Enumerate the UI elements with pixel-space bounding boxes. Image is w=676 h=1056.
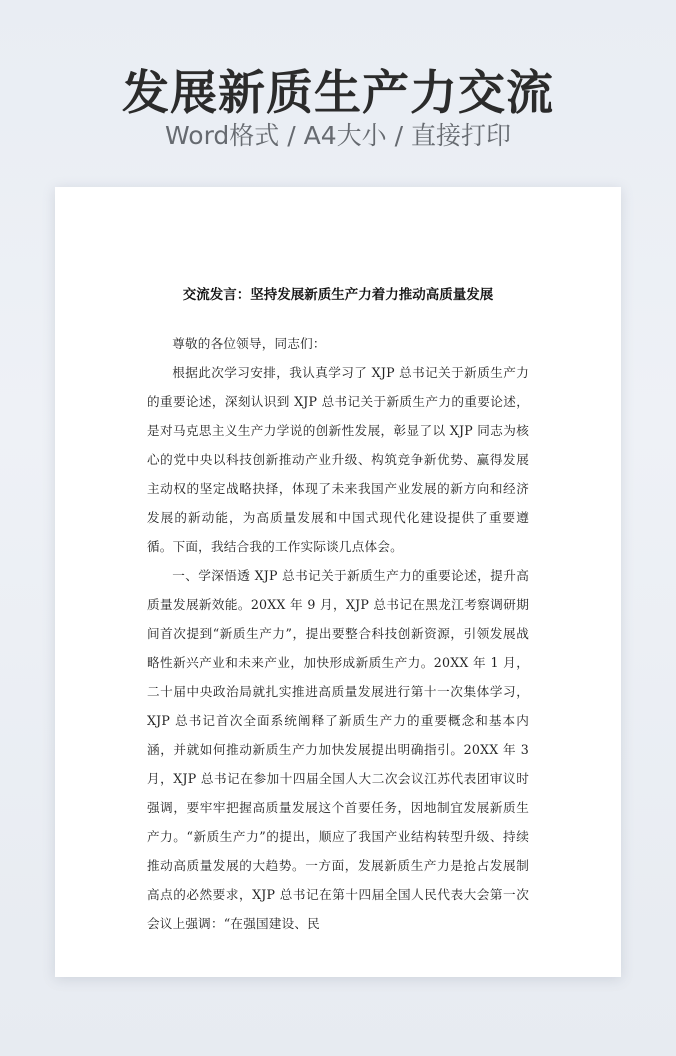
- banner-subtitle: Word格式 / A4大小 / 直接打印: [165, 121, 511, 150]
- salutation: 尊敬的各位领导，同志们：: [172, 336, 326, 351]
- document-page: [55, 187, 621, 977]
- document-body: [147, 329, 529, 938]
- paragraph-section-one: 一、学深悟透 XJP 总书记关于新质生产力的重要论述，提升高质量发展新效能。20XX 年 9 月，XJP 总书记在黑龙江考察调研期间首次提到“新质生产力”，提出要整合科技创新资源，引领发展战略性新兴产业和未来产业，加快形成新质生产力。20XX 年 1 月，二十届中央政治局就扎实推进高质量发展进行第十一次集体学习，XJP 总书记首次全面系统阐释了新质生产力的重要概念和基本内涵，并就如何推动新质生产力加快发展提出明确指引。20XX 年 3 月，XJP 总书记在参加十四届全国人大二次会议江苏代表团审议时强调，要牢牢把握高质量发展这个首要任务，因地制宜发展新质生产力。“新质生产力”的提出，顺应了我国产业结构转型升级、持续推动高质量发展的大趋势。一方面，发展新质生产力是抢占发展制高点的必然要求，XJP 总书记在第十四届全国人民代表大会第一次会议上强调：“在强国建设、民: [147, 568, 529, 931]
- document-title: 交流发言：坚持发展新质生产力着力推动高质量发展: [182, 287, 494, 303]
- banner-title: 发展新质生产力交流: [122, 66, 554, 121]
- paragraph-intro: 根据此次学习安排，我认真学习了 XJP 总书记关于新质生产力的重要论述，深刻认识到 XJP 总书记关于新质生产力的重要论述，是对马克思主义生产力学说的创新性发展，彰显了以 XJP 同志为核心的党中央以科技创新推动产业升级、构筑竞争新优势、赢得发展主动权的坚定战略抉择，体现了未来我国产业发展的新方向和经济发展的新动能，为高质量发展和中国式现代化建设提供了重要遵循。下面，我结合我的工作实际谈几点体会。: [147, 365, 529, 554]
